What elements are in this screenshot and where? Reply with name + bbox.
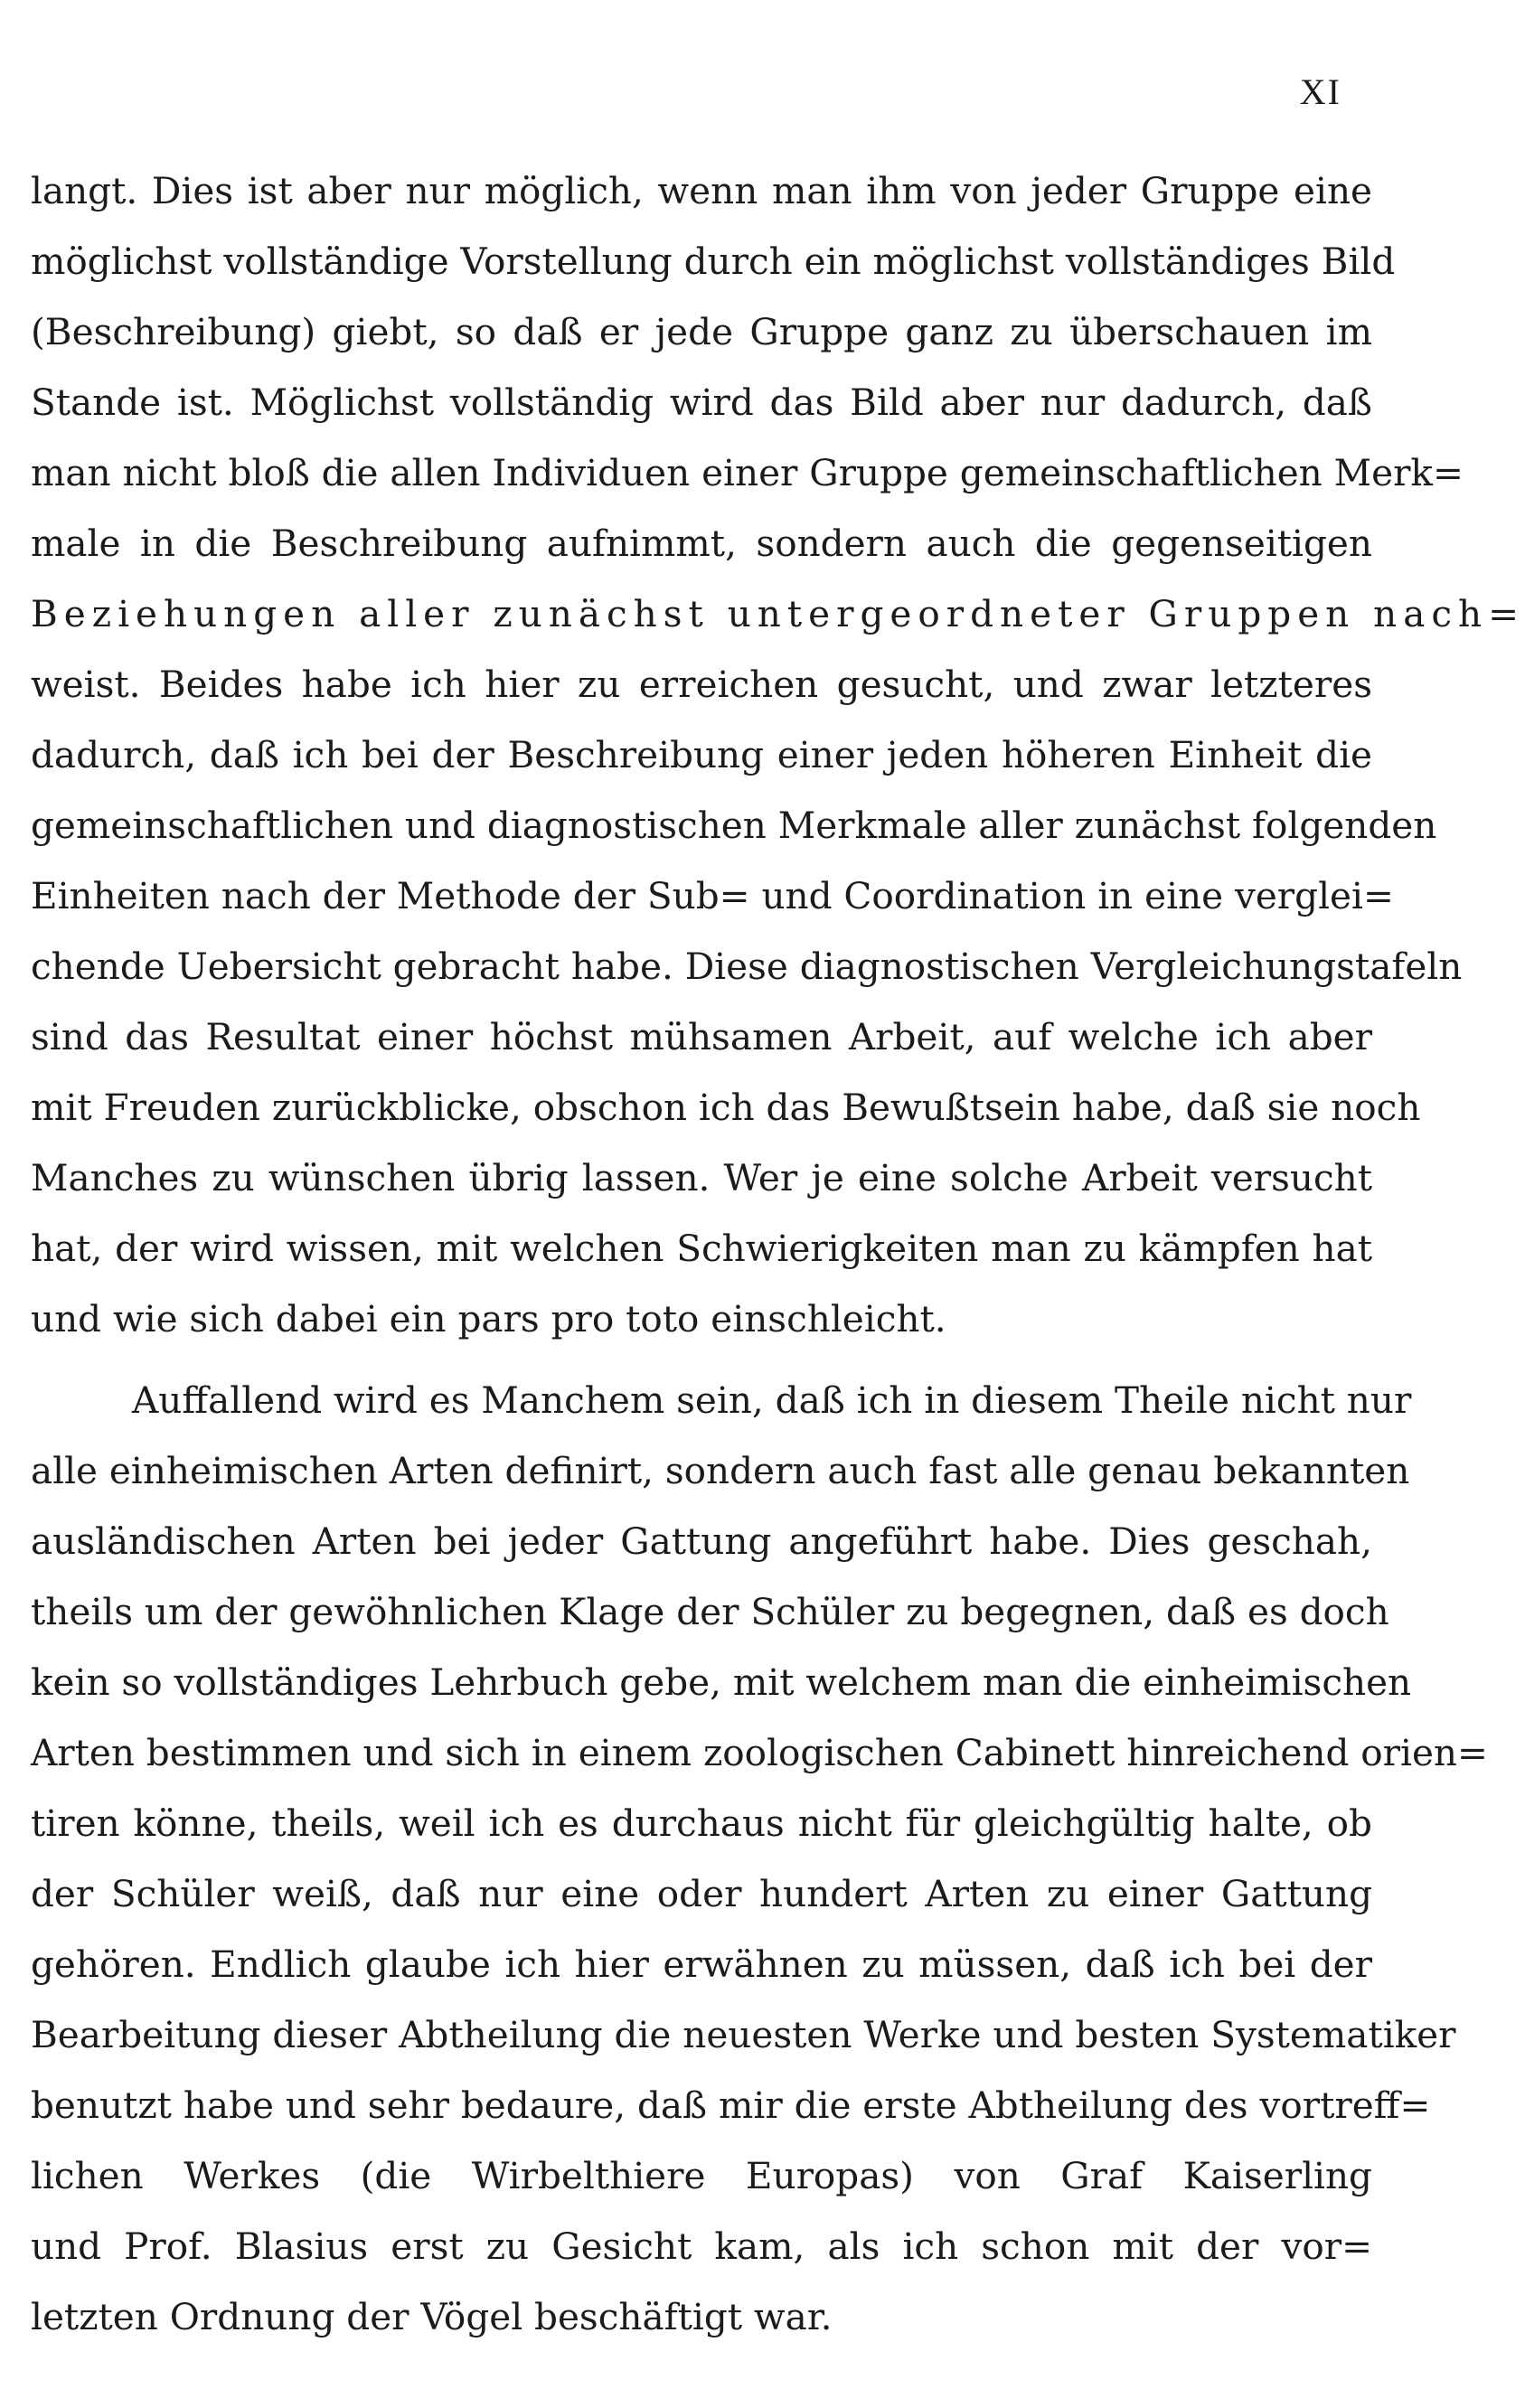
text-line: tiren könne, theils, weil ich es durchaus nicht für gleichgültig halte, ob (31, 1801, 1372, 1845)
text-line: dadurch, daß ich bei der Beschreibung einer jeden höheren Einheit die (31, 733, 1372, 776)
text-line: male in die Beschreibung aufnimmt, sondern auch die gegenseitigen (31, 522, 1372, 565)
text-line: sind das Resultat einer höchst mühsamen Arbeit, auf welche ich aber (31, 1015, 1372, 1058)
paragraph-1 (31, 155, 1525, 1354)
text-line: hat, der wird wissen, mit welchen Schwierigkeiten man zu kämpfen hat (31, 1227, 1372, 1270)
text-line: der Schüler weiß, daß nur eine oder hundert Arten zu einer Gattung (31, 1872, 1372, 1915)
text-line: ausländischen Arten bei jeder Gattung angeführt habe. Dies geschah, (31, 1519, 1372, 1563)
text-line: theils um der gewöhnlichen Klage der Schüler zu begegnen, daß es doch (31, 1590, 1389, 1633)
text-line: letzten Ordnung der Vögel beschäftigt war. (31, 2295, 833, 2338)
text-line: (Beschreibung) giebt, so daß er jede Gruppe ganz zu überschauen im (31, 310, 1372, 353)
text-line: Arten bestimmen und sich in einem zoologischen Cabinett hinreichend orien= (31, 1731, 1488, 1774)
text-line: mit Freuden zurückblicke, obschon ich das Bewußtsein habe, daß sie noch (31, 1086, 1421, 1129)
text-line: Auffallend wird es Manchem sein, daß ich in diesem Theile nicht nur (132, 1378, 1412, 1422)
text-line: gehören. Endlich glaube ich hier erwähnen zu müssen, daß ich bei der (31, 1942, 1372, 1986)
text-line: und wie sich dabei ein pars pro toto einschleicht. (31, 1297, 946, 1340)
text-line: möglichst vollständige Vorstellung durch ein möglichst vollständiges Bild (31, 240, 1396, 283)
text-line: Beziehungen aller zunächst untergeordneter Gruppen nach= (31, 592, 1525, 635)
text-line: gemeinschaftlichen und diagnostischen Merkmale aller zunächst folgenden (31, 804, 1437, 847)
text-line: weist. Beides habe ich hier zu erreichen gesucht, und zwar letzteres (31, 663, 1372, 706)
text-line: langt. Dies ist aber nur möglich, wenn man ihm von jeder Gruppe eine (31, 169, 1372, 212)
text-line: und Prof. Blasius erst zu Gesicht kam, als ich schon mit der vor= (31, 2225, 1372, 2268)
text-line: chende Uebersicht gebracht habe. Diese diagnostischen Vergleichungstafeln (31, 945, 1463, 988)
text-line: kein so vollständiges Lehrbuch gebe, mit welchem man die einheimischen (31, 1660, 1412, 1704)
text-line: man nicht bloß die allen Individuen einer Gruppe gemeinschaftlichen Merk= (31, 451, 1464, 494)
text-line: lichen Werkes (die Wirbelthiere Europas) von Graf Kaiserling (31, 2154, 1372, 2197)
text-line: Manches zu wünschen übrig lassen. Wer je eine solche Arbeit versucht (31, 1156, 1372, 1199)
text-line: Bearbeitung dieser Abtheilung die neuesten Werke und besten Systematiker (31, 2013, 1456, 2056)
paragraph-2 (31, 1365, 1488, 2352)
text-line: Stande ist. Möglichst vollständig wird das Bild aber nur dadurch, daß (31, 381, 1372, 424)
page-number: XI (1299, 71, 1341, 112)
text-line: Einheiten nach der Methode der Sub= und Coordination in eine verglei= (31, 874, 1394, 917)
text-line: alle einheimischen Arten definirt, sondern auch fast alle genau bekannten (31, 1449, 1410, 1492)
text-line: benutzt habe und sehr bedaure, daß mir die erste Abtheilung des vortreff= (31, 2083, 1431, 2127)
